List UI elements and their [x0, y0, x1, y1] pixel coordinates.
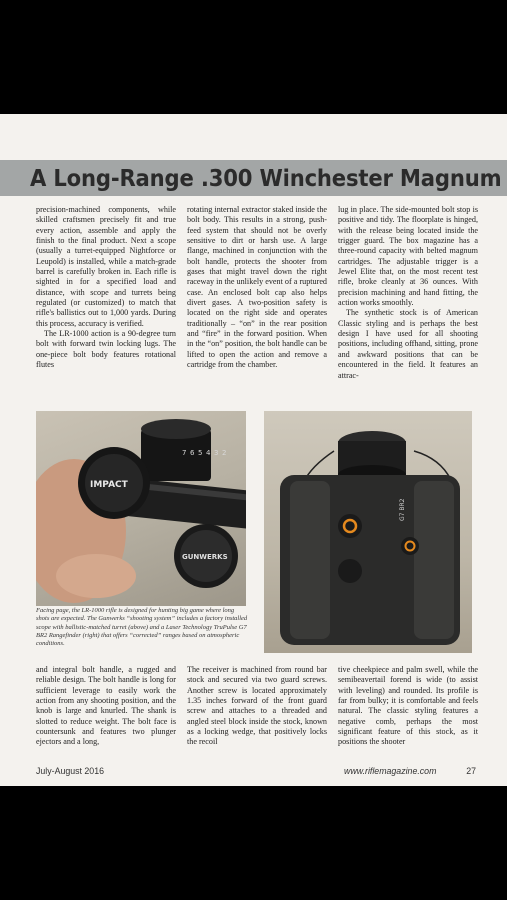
- dial-number: 4: [206, 449, 211, 457]
- dial-number: 5: [198, 449, 203, 457]
- device-label: G7 BR2: [399, 498, 406, 521]
- title-band: [0, 160, 507, 196]
- paragraph: The synthetic stock is of American Classic styling and is perhaps the best design I have used for all shooting positions, including offhand, sitting, prone and awkward positions that can be encountered in the field. It features an attrac-: [338, 308, 478, 380]
- text-column-3: [338, 205, 478, 381]
- article-title: A Long-Range .300 Winchester Magnum: [30, 164, 502, 192]
- dial-number: 7: [182, 449, 187, 457]
- text-column-3: tive cheekpiece and palm swell, while the semibeavertail forend is wide (to assist with leveling) and rounded. Its profile is far from bulky; it is comfortable and feels natural. The classic styling features a negative comb, perhaps the most significant feature of this stock, as it positions the shooter: [338, 665, 478, 747]
- paragraph: rotating internal extractor staked inside the bolt body. This results in a strong, push-feed system that should not be overly sensitive to dirt or harsh use. A large flange, machined in conjunction with the bolt handle, protects the shooter from gases that might travel down the right raceway in the unlikely event of a ruptured case. An enclosed bolt cap also helps divert gases. A two-position safety is located on the right side and operates traditionally – “on” in the rear position and “fire” in the forward position. When in the “on” position, the bolt handle can be lifted to open the action and remove a cartridge from the chamber.: [187, 205, 327, 370]
- paragraph: lug in place. The side-mounted bolt stop is positive and tidy. The floorplate is hinged, with the release being located inside the trigger guard. The box magazine has a three-round capacity with belted magnum cartridges. The adjustable trigger is a Jewel Elite that, on the most recent test rifle, broke cleanly at 36 ounces. With precision machining and hand fitting, the action works smoothly.: [338, 205, 478, 308]
- text-column-2: [187, 205, 327, 371]
- dial-number: 6: [190, 449, 195, 457]
- photo-caption: Facing page, the LR-1000 rifle is designed for hunting big game where long shots are expected. The Gunwerks “shooting system” includes a factory installed scope with ballistic-matched turret (above) and a Laser Technology TruPulse G7 BR2 Rangefinder (right) that offers “corrected” ranges based on atmospheric conditions.: [36, 607, 248, 648]
- rangefinder-illustration: [264, 411, 472, 653]
- scope-turret-illustration: [36, 411, 246, 606]
- page-number: 27: [466, 766, 476, 776]
- bottom-columns: [36, 665, 478, 755]
- dial-number: 3: [214, 449, 219, 457]
- scope-turret-photo: [36, 411, 246, 606]
- top-columns: [36, 205, 478, 400]
- website: www.riflemagazine.com: [344, 766, 437, 776]
- magazine-page: [0, 114, 507, 786]
- turret-label: IMPACT: [90, 480, 128, 490]
- paragraph: precision-machined components, while skilled craftsmen precisely fit and true every action, assemble and apply the finish to the final product. Next a scope (usually a turret-equipped Nightforce or Leupold) is installed, while a match-grade barrel is carefully broken in. Each rifle is sighted in for a specified load and distance, with scope and turrets being regulated (or customized) to match that rifle's ballistics out to 1,000 yards. During this process, accuracy is verified.: [36, 205, 176, 328]
- scope-cap-label: GUNWERKS: [182, 553, 228, 561]
- dial-number: 2: [222, 449, 227, 457]
- text-column-2: The receiver is machined from round bar stock and secured via two guard screws. Another screw is located approximately 1.35 inches forward of the front guard screw and attaches to a threaded and angled steel block inside the stock, known as a locking wedge, that positively locks the recoil: [187, 665, 327, 747]
- paragraph: The LR-1000 action is a 90-degree turn bolt with forward twin locking lugs. The one-piece bolt body features rotational flutes: [36, 329, 176, 370]
- footer-right: [344, 766, 476, 776]
- text-column-1: [36, 205, 176, 371]
- rangefinder-photo: [264, 411, 472, 653]
- text-column-1: and integral bolt handle, a rugged and reliable design. The bolt handle is long for sufficient leverage to easily work the action from any shooting position, and the knob is large and knurled. The shank is slotted to reduce weight. The bolt face is countersunk and features two plunger ejectors and a long,: [36, 665, 176, 747]
- issue-date: July-August 2016: [36, 766, 104, 776]
